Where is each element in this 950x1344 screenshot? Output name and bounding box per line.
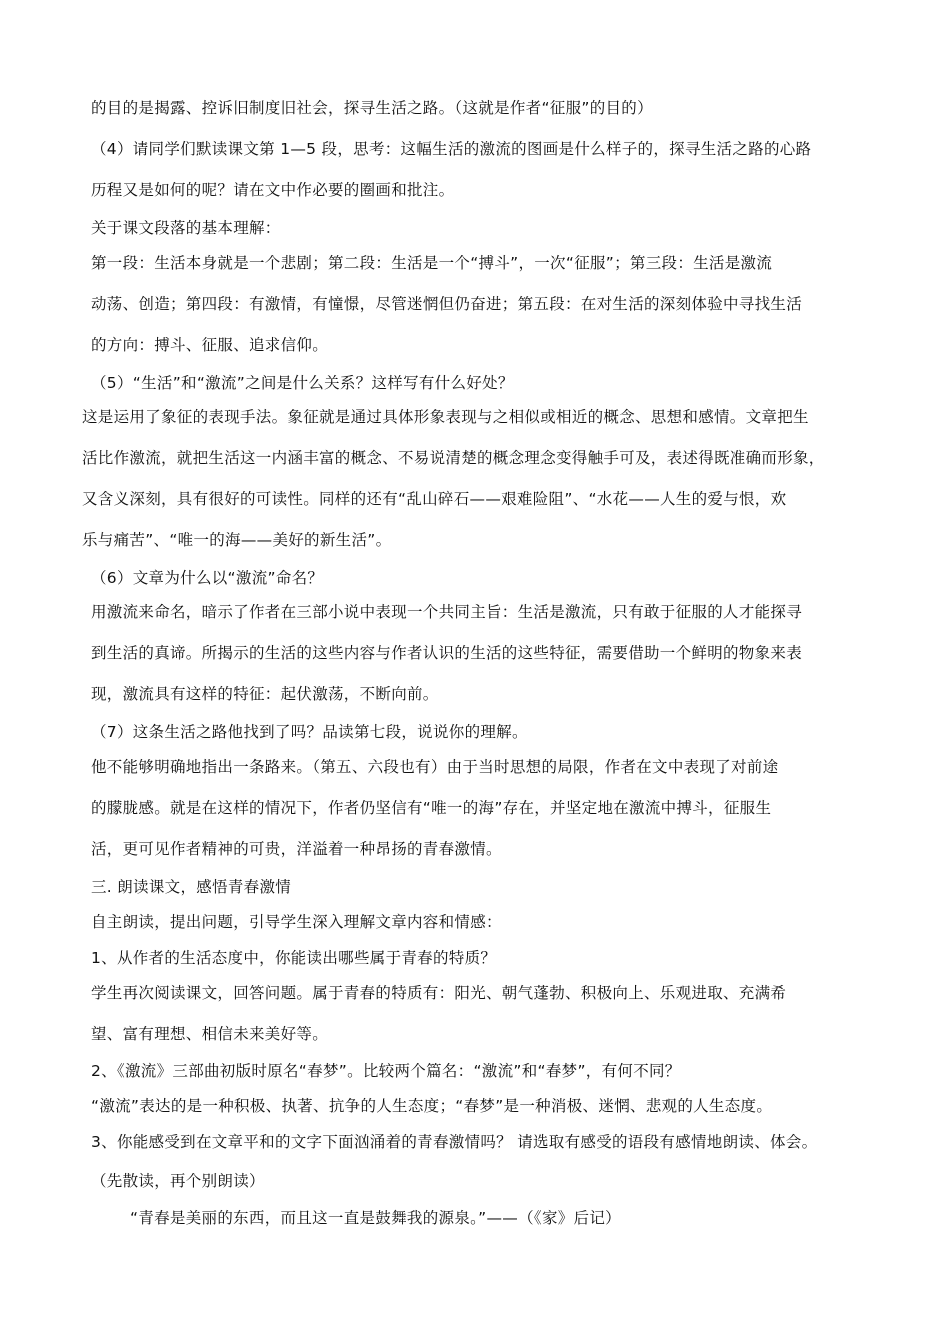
text-line: 第一段：生活本身就是一个悲剧；第二段：生活是一个“搏斗”，一次“征服”；第三段：生活是激流	[91, 254, 773, 272]
text-line: 活，更可见作者精神的可贵，洋溢着一种昂扬的青春激情。	[91, 840, 502, 858]
section-heading: 三. 朗读课文，感悟青春激情	[91, 878, 292, 896]
text-line: 的目的是揭露、控诉旧制度旧社会，探寻生活之路。（这就是作者“征服”的目的）	[91, 99, 653, 117]
text-line: 历程又是如何的呢？请在文中作必要的圈画和批注。	[91, 181, 455, 199]
quote-line: “青春是美丽的东西，而且这一直是鼓舞我的源泉。”——（《家》后记）	[130, 1209, 621, 1227]
text-line: 的朦胧感。就是在这样的情况下，作者仍坚信有“唯一的海”存在，并坚定地在激流中搏斗，征服生	[91, 799, 772, 817]
text-line: 活比作激流，就把生活这一内涵丰富的概念、不易说清楚的概念理念变得触手可及，表述得既准确而形象，	[82, 449, 825, 467]
text-line: 学生再次阅读课文，回答问题。属于青春的特质有：阳光、朝气蓬勃、积极向上、乐观进取、充满希	[91, 984, 787, 1002]
text-line: “激流”表达的是一种积极、执著、抗争的人生态度；“春梦”是一种消极、迷惘、悲观的人生态度。	[91, 1097, 773, 1115]
text-line: 关于课文段落的基本理解：	[91, 219, 281, 237]
text-line: 望、富有理想、相信未来美好等。	[91, 1025, 329, 1043]
text-line: 他不能够明确地指出一条路来。（第五、六段也有）由于当时思想的局限，作者在文中表现了对前途	[91, 758, 779, 776]
text-line: 2、《激流》三部曲初版时原名“春梦”。比较两个篇名：“激流”和“春梦”，有何不同？	[91, 1062, 681, 1080]
text-line: 用激流来命名，暗示了作者在三部小说中表现一个共同主旨：生活是激流，只有敢于征服的人才能探寻	[91, 603, 803, 621]
text-line: 3、你能感受到在文章平和的文字下面汹涌着的青春激情吗？ 请选取有感受的语段有感情地朗读、体会。	[91, 1133, 818, 1151]
text-line: 这是运用了象征的表现手法。象征就是通过具体形象表现与之相似或相近的概念、思想和感情。文章把生	[82, 408, 809, 426]
text-line: 到生活的真谛。所揭示的生活的这些内容与作者认识的生活的这些特征，需要借助一个鲜明的物象来表	[91, 644, 803, 662]
text-line: （4）请同学们默读课文第 1—5 段，思考：这幅生活的激流的图画是什么样子的，探寻生活之路的心路	[91, 140, 812, 158]
text-line: 的方向：搏斗、征服、追求信仰。	[91, 336, 329, 354]
text-line: （5）“生活”和“激流”之间是什么关系？这样写有什么好处？	[91, 374, 514, 392]
text-line: 现，激流具有这样的特征：起伏激荡，不断向前。	[91, 685, 439, 703]
text-line: （先散读，再个别朗读）	[91, 1172, 265, 1190]
text-line: （7）这条生活之路他找到了吗？品读第七段，说说你的理解。	[91, 723, 528, 741]
text-line: （6）文章为什么以“激流”命名？	[91, 569, 324, 587]
text-line: 乐与痛苦”、“唯一的海——美好的新生活”。	[82, 531, 392, 549]
text-line: 又含义深刻，具有很好的可读性。同样的还有“乱山碎石——艰难险阻”、“水花——人生的爱与恨，欢	[82, 490, 787, 508]
text-line: 动荡、创造；第四段：有激情，有憧憬，尽管迷惘但仍奋进；第五段：在对生活的深刻体验中寻找生活	[91, 295, 803, 313]
text-line: 自主朗读，提出问题，引导学生深入理解文章内容和情感：	[91, 913, 502, 931]
text-line: 1、从作者的生活态度中，你能读出哪些属于青春的特质？	[91, 949, 497, 967]
